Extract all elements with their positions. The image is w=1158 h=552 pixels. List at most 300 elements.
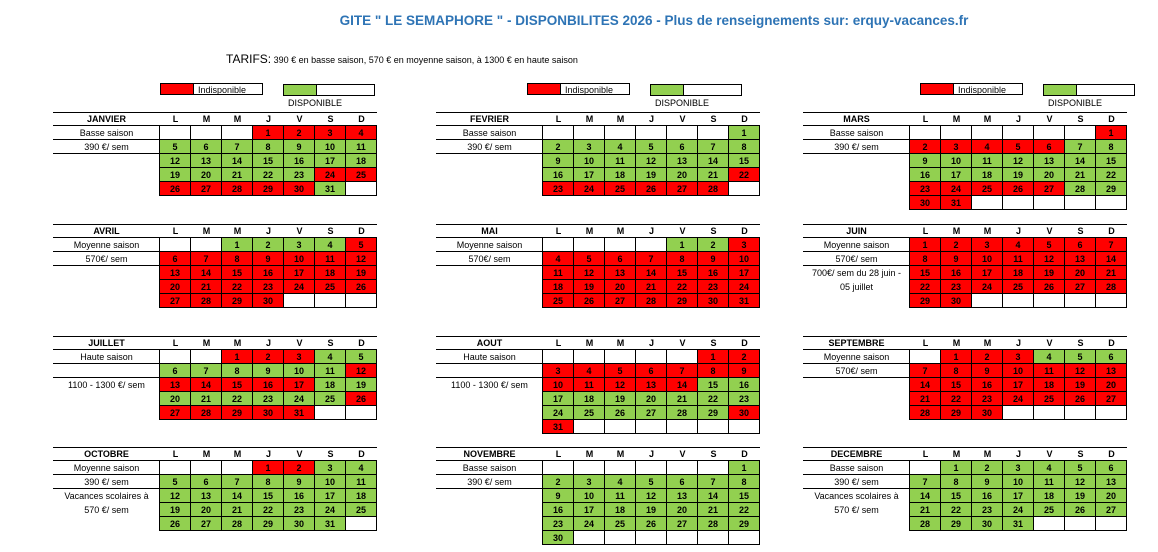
day-available[interactable]: 23 — [972, 503, 1003, 517]
day-available[interactable]: 10 — [315, 475, 346, 489]
day-available[interactable]: 8 — [729, 475, 760, 489]
day-available[interactable]: 7 — [191, 364, 222, 378]
day-unavailable[interactable]: 28 — [698, 182, 729, 196]
day-unavailable[interactable]: 12 — [605, 378, 636, 392]
day-available[interactable]: 4 — [605, 140, 636, 154]
day-available[interactable]: 18 — [1034, 489, 1065, 503]
day-unavailable[interactable]: 12 — [1065, 364, 1096, 378]
day-available[interactable]: 28 — [1065, 182, 1096, 196]
day-available[interactable]: 24 — [1003, 503, 1034, 517]
day-available[interactable]: 5 — [1065, 350, 1096, 364]
day-available[interactable]: 14 — [222, 154, 253, 168]
day-unavailable[interactable]: 13 — [605, 266, 636, 280]
day-available[interactable]: 16 — [972, 489, 1003, 503]
day-available[interactable]: 16 — [543, 168, 574, 182]
day-available[interactable]: 9 — [910, 154, 941, 168]
day-available[interactable]: 20 — [160, 392, 191, 406]
day-available[interactable]: 26 — [1065, 503, 1096, 517]
day-unavailable[interactable]: 12 — [346, 364, 377, 378]
day-unavailable[interactable]: 20 — [1065, 266, 1096, 280]
day-available[interactable]: 19 — [346, 378, 377, 392]
day-unavailable[interactable]: 8 — [698, 364, 729, 378]
day-unavailable[interactable]: 30 — [972, 406, 1003, 420]
day-available[interactable]: 2 — [698, 238, 729, 252]
day-unavailable[interactable]: 22 — [729, 168, 760, 182]
day-unavailable[interactable]: 11 — [574, 378, 605, 392]
day-unavailable[interactable]: 7 — [636, 252, 667, 266]
day-unavailable[interactable]: 14 — [191, 266, 222, 280]
day-available[interactable]: 11 — [605, 154, 636, 168]
day-unavailable[interactable]: 11 — [543, 266, 574, 280]
day-available[interactable]: 7 — [222, 475, 253, 489]
day-available[interactable]: 8 — [729, 140, 760, 154]
day-unavailable[interactable]: 25 — [1003, 280, 1034, 294]
day-available[interactable]: 1 — [941, 461, 972, 475]
day-available[interactable]: 25 — [605, 517, 636, 531]
day-unavailable[interactable]: 3 — [543, 364, 574, 378]
day-available[interactable]: 25 — [574, 406, 605, 420]
day-unavailable[interactable]: 4 — [543, 252, 574, 266]
day-available[interactable]: 25 — [1034, 503, 1065, 517]
day-available[interactable]: 28 — [222, 517, 253, 531]
day-unavailable[interactable]: 1 — [222, 350, 253, 364]
day-unavailable[interactable]: 19 — [1034, 266, 1065, 280]
day-unavailable[interactable]: 31 — [284, 406, 315, 420]
day-available[interactable]: 9 — [543, 154, 574, 168]
day-unavailable[interactable]: 18 — [1034, 378, 1065, 392]
day-available[interactable]: 20 — [667, 168, 698, 182]
day-unavailable[interactable]: 9 — [253, 252, 284, 266]
day-available[interactable]: 19 — [605, 392, 636, 406]
day-available[interactable]: 5 — [1065, 461, 1096, 475]
day-unavailable[interactable]: 26 — [346, 392, 377, 406]
day-unavailable[interactable]: 25 — [346, 168, 377, 182]
day-available[interactable]: 19 — [636, 503, 667, 517]
day-unavailable[interactable]: 2 — [910, 140, 941, 154]
day-unavailable[interactable]: 30 — [729, 406, 760, 420]
day-available[interactable]: 3 — [574, 140, 605, 154]
day-available[interactable]: 11 — [346, 475, 377, 489]
day-unavailable[interactable]: 11 — [1034, 364, 1065, 378]
day-available[interactable]: 19 — [636, 168, 667, 182]
day-unavailable[interactable]: 10 — [284, 252, 315, 266]
day-unavailable[interactable]: 1 — [253, 126, 284, 140]
day-unavailable[interactable]: 20 — [605, 280, 636, 294]
day-unavailable[interactable]: 17 — [284, 378, 315, 392]
day-unavailable[interactable]: 24 — [941, 182, 972, 196]
day-available[interactable]: 2 — [543, 475, 574, 489]
day-unavailable[interactable]: 7 — [191, 252, 222, 266]
day-unavailable[interactable]: 29 — [222, 406, 253, 420]
day-unavailable[interactable]: 15 — [941, 378, 972, 392]
day-available[interactable]: 20 — [1034, 168, 1065, 182]
day-unavailable[interactable]: 23 — [543, 182, 574, 196]
day-unavailable[interactable]: 30 — [253, 294, 284, 308]
day-available[interactable]: 28 — [667, 406, 698, 420]
day-available[interactable]: 4 — [605, 475, 636, 489]
day-unavailable[interactable]: 26 — [346, 280, 377, 294]
day-available[interactable]: 17 — [574, 168, 605, 182]
day-available[interactable]: 18 — [346, 489, 377, 503]
day-available[interactable]: 25 — [315, 392, 346, 406]
day-unavailable[interactable]: 9 — [698, 252, 729, 266]
day-available[interactable]: 12 — [1003, 154, 1034, 168]
day-available[interactable]: 8 — [222, 364, 253, 378]
day-unavailable[interactable]: 8 — [941, 364, 972, 378]
day-unavailable[interactable]: 2 — [253, 350, 284, 364]
day-available[interactable]: 22 — [729, 503, 760, 517]
day-available[interactable]: 23 — [253, 392, 284, 406]
day-unavailable[interactable]: 8 — [222, 252, 253, 266]
day-available[interactable]: 1 — [222, 238, 253, 252]
day-unavailable[interactable]: 28 — [1096, 280, 1127, 294]
day-available[interactable]: 23 — [284, 168, 315, 182]
day-available[interactable]: 22 — [1096, 168, 1127, 182]
day-available[interactable]: 15 — [729, 489, 760, 503]
day-unavailable[interactable]: 30 — [284, 182, 315, 196]
day-available[interactable]: 18 — [346, 154, 377, 168]
day-unavailable[interactable]: 27 — [667, 182, 698, 196]
day-unavailable[interactable]: 6 — [1034, 140, 1065, 154]
day-unavailable[interactable]: 13 — [1096, 364, 1127, 378]
day-available[interactable]: 26 — [636, 517, 667, 531]
day-unavailable[interactable]: 14 — [191, 378, 222, 392]
day-available[interactable]: 13 — [191, 489, 222, 503]
day-available[interactable]: 7 — [698, 140, 729, 154]
day-unavailable[interactable]: 27 — [160, 294, 191, 308]
day-unavailable[interactable]: 18 — [1003, 266, 1034, 280]
day-unavailable[interactable]: 15 — [910, 266, 941, 280]
day-available[interactable]: 19 — [1003, 168, 1034, 182]
day-available[interactable]: 13 — [1034, 154, 1065, 168]
day-unavailable[interactable]: 19 — [1065, 378, 1096, 392]
day-available[interactable]: 19 — [1065, 489, 1096, 503]
day-unavailable[interactable]: 24 — [574, 182, 605, 196]
day-available[interactable]: 13 — [191, 154, 222, 168]
day-available[interactable]: 12 — [160, 489, 191, 503]
day-unavailable[interactable]: 2 — [729, 350, 760, 364]
day-unavailable[interactable]: 3 — [972, 238, 1003, 252]
day-unavailable[interactable]: 13 — [636, 378, 667, 392]
day-unavailable[interactable]: 12 — [346, 252, 377, 266]
day-available[interactable]: 10 — [574, 489, 605, 503]
day-available[interactable]: 3 — [1003, 461, 1034, 475]
day-available[interactable]: 17 — [543, 392, 574, 406]
day-available[interactable]: 8 — [253, 475, 284, 489]
day-unavailable[interactable]: 28 — [910, 406, 941, 420]
day-available[interactable]: 6 — [1096, 350, 1127, 364]
day-available[interactable]: 15 — [253, 489, 284, 503]
day-unavailable[interactable]: 1 — [253, 461, 284, 475]
day-unavailable[interactable]: 26 — [160, 182, 191, 196]
day-available[interactable]: 23 — [729, 392, 760, 406]
day-available[interactable]: 23 — [543, 517, 574, 531]
day-unavailable[interactable]: 28 — [222, 182, 253, 196]
day-unavailable[interactable]: 6 — [636, 364, 667, 378]
day-unavailable[interactable]: 25 — [543, 294, 574, 308]
day-unavailable[interactable]: 28 — [636, 294, 667, 308]
day-unavailable[interactable]: 27 — [1096, 392, 1127, 406]
day-available[interactable]: 17 — [315, 489, 346, 503]
day-unavailable[interactable]: 10 — [972, 252, 1003, 266]
day-available[interactable]: 6 — [191, 475, 222, 489]
day-unavailable[interactable]: 5 — [574, 252, 605, 266]
day-available[interactable]: 20 — [191, 503, 222, 517]
day-unavailable[interactable]: 31 — [941, 196, 972, 210]
day-available[interactable]: 12 — [636, 154, 667, 168]
day-available[interactable]: 21 — [698, 168, 729, 182]
day-available[interactable]: 14 — [698, 154, 729, 168]
day-available[interactable]: 1 — [729, 126, 760, 140]
day-available[interactable]: 2 — [253, 238, 284, 252]
day-available[interactable]: 15 — [729, 154, 760, 168]
day-unavailable[interactable]: 20 — [1096, 378, 1127, 392]
day-available[interactable]: 16 — [284, 154, 315, 168]
day-unavailable[interactable]: 28 — [191, 294, 222, 308]
day-unavailable[interactable]: 16 — [972, 378, 1003, 392]
day-available[interactable]: 26 — [160, 517, 191, 531]
day-unavailable[interactable]: 8 — [667, 252, 698, 266]
day-unavailable[interactable]: 19 — [346, 266, 377, 280]
day-available[interactable]: 22 — [941, 503, 972, 517]
day-available[interactable]: 4 — [1034, 461, 1065, 475]
day-available[interactable]: 17 — [315, 154, 346, 168]
day-available[interactable]: 5 — [160, 475, 191, 489]
day-unavailable[interactable]: 5 — [605, 364, 636, 378]
day-available[interactable]: 1 — [729, 461, 760, 475]
day-available[interactable]: 22 — [253, 503, 284, 517]
day-available[interactable]: 20 — [191, 168, 222, 182]
day-unavailable[interactable]: 5 — [346, 238, 377, 252]
day-available[interactable]: 18 — [315, 378, 346, 392]
day-unavailable[interactable]: 24 — [315, 168, 346, 182]
day-available[interactable]: 30 — [972, 517, 1003, 531]
day-available[interactable]: 9 — [284, 475, 315, 489]
day-unavailable[interactable]: 16 — [698, 266, 729, 280]
day-unavailable[interactable]: 5 — [1003, 140, 1034, 154]
day-unavailable[interactable]: 1 — [910, 238, 941, 252]
day-unavailable[interactable]: 25 — [972, 182, 1003, 196]
day-unavailable[interactable]: 21 — [636, 280, 667, 294]
day-available[interactable]: 4 — [1034, 350, 1065, 364]
day-unavailable[interactable]: 15 — [667, 266, 698, 280]
day-unavailable[interactable]: 4 — [346, 126, 377, 140]
day-available[interactable]: 17 — [941, 168, 972, 182]
day-available[interactable]: 24 — [574, 517, 605, 531]
day-available[interactable]: 31 — [1003, 517, 1034, 531]
day-available[interactable]: 14 — [222, 489, 253, 503]
day-available[interactable]: 16 — [729, 378, 760, 392]
day-unavailable[interactable]: 30 — [253, 406, 284, 420]
day-available[interactable]: 8 — [941, 475, 972, 489]
day-available[interactable]: 24 — [315, 503, 346, 517]
day-unavailable[interactable]: 14 — [667, 378, 698, 392]
day-unavailable[interactable]: 30 — [698, 294, 729, 308]
day-unavailable[interactable]: 29 — [253, 182, 284, 196]
day-unavailable[interactable]: 16 — [253, 378, 284, 392]
day-available[interactable]: 13 — [667, 489, 698, 503]
day-unavailable[interactable]: 2 — [972, 350, 1003, 364]
day-available[interactable]: 8 — [253, 140, 284, 154]
day-available[interactable]: 30 — [543, 531, 574, 545]
day-unavailable[interactable]: 23 — [698, 280, 729, 294]
day-unavailable[interactable]: 2 — [284, 126, 315, 140]
day-available[interactable]: 21 — [667, 392, 698, 406]
day-unavailable[interactable]: 18 — [543, 280, 574, 294]
day-available[interactable]: 18 — [574, 392, 605, 406]
day-available[interactable]: 3 — [574, 475, 605, 489]
day-available[interactable]: 8 — [1096, 140, 1127, 154]
day-unavailable[interactable]: 30 — [941, 294, 972, 308]
day-available[interactable]: 24 — [284, 392, 315, 406]
day-available[interactable]: 5 — [346, 350, 377, 364]
day-available[interactable]: 19 — [160, 503, 191, 517]
day-available[interactable]: 22 — [222, 392, 253, 406]
day-available[interactable]: 12 — [636, 489, 667, 503]
day-available[interactable]: 4 — [315, 350, 346, 364]
day-unavailable[interactable]: 27 — [160, 406, 191, 420]
day-available[interactable]: 12 — [1065, 475, 1096, 489]
day-unavailable[interactable]: 29 — [667, 294, 698, 308]
day-available[interactable]: 13 — [1096, 475, 1127, 489]
day-unavailable[interactable]: 17 — [972, 266, 1003, 280]
day-available[interactable]: 27 — [191, 517, 222, 531]
day-available[interactable]: 6 — [667, 140, 698, 154]
day-unavailable[interactable]: 22 — [941, 392, 972, 406]
day-available[interactable]: 7 — [698, 475, 729, 489]
day-available[interactable]: 16 — [910, 168, 941, 182]
day-available[interactable]: 9 — [253, 364, 284, 378]
day-unavailable[interactable]: 24 — [972, 280, 1003, 294]
day-available[interactable]: 10 — [315, 140, 346, 154]
day-available[interactable]: 3 — [315, 461, 346, 475]
day-available[interactable]: 2 — [972, 461, 1003, 475]
day-unavailable[interactable]: 22 — [667, 280, 698, 294]
day-available[interactable]: 21 — [222, 503, 253, 517]
day-available[interactable]: 23 — [284, 503, 315, 517]
day-available[interactable]: 29 — [698, 406, 729, 420]
day-available[interactable]: 18 — [605, 168, 636, 182]
day-unavailable[interactable]: 13 — [1065, 252, 1096, 266]
day-unavailable[interactable]: 23 — [941, 280, 972, 294]
day-unavailable[interactable]: 16 — [941, 266, 972, 280]
day-unavailable[interactable]: 26 — [1034, 280, 1065, 294]
day-unavailable[interactable]: 20 — [160, 280, 191, 294]
day-unavailable[interactable]: 9 — [941, 252, 972, 266]
day-unavailable[interactable]: 14 — [910, 378, 941, 392]
day-unavailable[interactable]: 9 — [729, 364, 760, 378]
day-unavailable[interactable]: 17 — [1003, 378, 1034, 392]
day-unavailable[interactable]: 3 — [315, 126, 346, 140]
day-unavailable[interactable]: 30 — [910, 196, 941, 210]
day-available[interactable]: 30 — [284, 517, 315, 531]
day-available[interactable]: 12 — [160, 154, 191, 168]
day-available[interactable]: 5 — [160, 140, 191, 154]
day-unavailable[interactable]: 9 — [972, 364, 1003, 378]
day-unavailable[interactable]: 11 — [315, 252, 346, 266]
day-unavailable[interactable]: 27 — [1065, 280, 1096, 294]
day-unavailable[interactable]: 22 — [910, 280, 941, 294]
day-available[interactable]: 4 — [315, 238, 346, 252]
day-unavailable[interactable]: 26 — [574, 294, 605, 308]
day-unavailable[interactable]: 25 — [605, 182, 636, 196]
day-available[interactable]: 6 — [160, 364, 191, 378]
day-available[interactable]: 20 — [667, 503, 698, 517]
day-unavailable[interactable]: 21 — [191, 280, 222, 294]
day-available[interactable]: 31 — [315, 182, 346, 196]
day-available[interactable]: 10 — [284, 364, 315, 378]
day-unavailable[interactable]: 27 — [1034, 182, 1065, 196]
day-available[interactable]: 28 — [698, 517, 729, 531]
day-unavailable[interactable]: 1 — [1096, 126, 1127, 140]
day-unavailable[interactable]: 16 — [253, 266, 284, 280]
day-unavailable[interactable]: 2 — [284, 461, 315, 475]
day-available[interactable]: 21 — [191, 392, 222, 406]
day-unavailable[interactable]: 28 — [191, 406, 222, 420]
day-available[interactable]: 2 — [543, 140, 574, 154]
day-available[interactable]: 6 — [667, 475, 698, 489]
day-available[interactable]: 16 — [543, 503, 574, 517]
day-unavailable[interactable]: 13 — [160, 266, 191, 280]
day-unavailable[interactable]: 26 — [1065, 392, 1096, 406]
day-available[interactable]: 28 — [910, 517, 941, 531]
day-available[interactable]: 9 — [284, 140, 315, 154]
day-unavailable[interactable]: 25 — [1034, 392, 1065, 406]
day-unavailable[interactable]: 29 — [941, 406, 972, 420]
day-unavailable[interactable]: 12 — [1034, 252, 1065, 266]
day-available[interactable]: 5 — [636, 475, 667, 489]
day-unavailable[interactable]: 26 — [636, 182, 667, 196]
day-unavailable[interactable]: 6 — [1065, 238, 1096, 252]
day-unavailable[interactable]: 11 — [1003, 252, 1034, 266]
day-available[interactable]: 20 — [1096, 489, 1127, 503]
day-available[interactable]: 27 — [667, 517, 698, 531]
day-unavailable[interactable]: 8 — [910, 252, 941, 266]
day-unavailable[interactable]: 27 — [191, 182, 222, 196]
day-available[interactable]: 9 — [543, 489, 574, 503]
day-available[interactable]: 26 — [605, 406, 636, 420]
day-unavailable[interactable]: 29 — [910, 294, 941, 308]
day-available[interactable]: 21 — [222, 168, 253, 182]
day-unavailable[interactable]: 4 — [1003, 238, 1034, 252]
day-available[interactable]: 10 — [574, 154, 605, 168]
day-unavailable[interactable]: 3 — [284, 350, 315, 364]
day-unavailable[interactable]: 27 — [605, 294, 636, 308]
day-unavailable[interactable]: 14 — [636, 266, 667, 280]
day-available[interactable]: 29 — [1096, 182, 1127, 196]
day-available[interactable]: 11 — [605, 489, 636, 503]
day-available[interactable]: 15 — [253, 154, 284, 168]
day-available[interactable]: 3 — [284, 238, 315, 252]
day-unavailable[interactable]: 24 — [1003, 392, 1034, 406]
day-available[interactable]: 21 — [910, 503, 941, 517]
day-available[interactable]: 15 — [1096, 154, 1127, 168]
day-unavailable[interactable]: 21 — [910, 392, 941, 406]
day-unavailable[interactable]: 12 — [574, 266, 605, 280]
day-unavailable[interactable]: 2 — [941, 238, 972, 252]
day-available[interactable]: 19 — [160, 168, 191, 182]
day-unavailable[interactable]: 21 — [1096, 266, 1127, 280]
day-unavailable[interactable]: 3 — [1003, 350, 1034, 364]
day-unavailable[interactable]: 6 — [605, 252, 636, 266]
day-available[interactable]: 31 — [315, 517, 346, 531]
day-unavailable[interactable]: 14 — [1096, 252, 1127, 266]
day-available[interactable]: 10 — [1003, 475, 1034, 489]
day-available[interactable]: 18 — [972, 168, 1003, 182]
day-available[interactable]: 25 — [346, 503, 377, 517]
day-unavailable[interactable]: 25 — [315, 280, 346, 294]
day-unavailable[interactable]: 23 — [972, 392, 1003, 406]
